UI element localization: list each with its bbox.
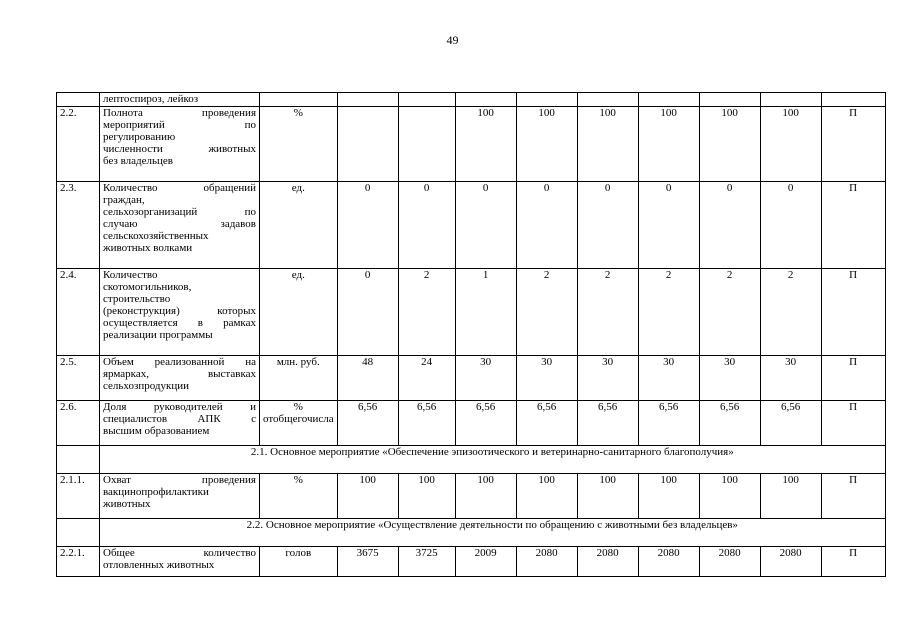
value-cell: 2 (760, 269, 821, 356)
unit-line: ед. (291, 269, 305, 281)
value-cell: 6,56 (337, 401, 398, 446)
row-number: 2.4. (57, 269, 100, 356)
indicator-name (100, 356, 260, 401)
empty-cell (638, 93, 699, 107)
indicator-name (100, 182, 260, 269)
empty-cell (455, 93, 516, 107)
row-number (57, 93, 100, 107)
unit-line: млн. руб. (276, 356, 320, 368)
value-cell: 48 (337, 356, 398, 401)
value-cell: 2 (638, 269, 699, 356)
indicator-name-line: регулированию (103, 131, 176, 143)
value-cell: 2080 (699, 547, 760, 577)
value-cell: 6,56 (638, 401, 699, 446)
value-cell: 6,56 (516, 401, 577, 446)
unit-line: общего (273, 413, 307, 425)
indicator-type: П (821, 356, 885, 401)
indicator-type: П (821, 474, 885, 519)
indicator-name-line: вакцинопрофилактики (103, 486, 209, 498)
value-cell: 6,56 (455, 401, 516, 446)
indicator-name (100, 547, 260, 577)
value-cell: 2080 (516, 547, 577, 577)
value-cell: 100 (760, 107, 821, 182)
table-row (57, 547, 886, 577)
section-heading: 2.2. Основное мероприятие «Осуществление деятельности по обращению с животными без владельцев» (100, 519, 886, 547)
value-cell: 3725 (398, 547, 455, 577)
value-cell: 6,56 (699, 401, 760, 446)
unit-line: % (293, 474, 303, 486)
value-cell: 2 (516, 269, 577, 356)
table-row (57, 107, 886, 182)
unit-of-measure (260, 182, 338, 269)
table-row (57, 269, 886, 356)
row-number: 2.3. (57, 182, 100, 269)
indicator-name-line: Количество (103, 269, 158, 281)
value-cell: 30 (699, 356, 760, 401)
value-cell: 6,56 (760, 401, 821, 446)
page-number: 49 (446, 33, 459, 47)
value-cell: 30 (455, 356, 516, 401)
value-cell: 30 (577, 356, 638, 401)
value-cell: 100 (577, 474, 638, 519)
value-cell: 6,56 (398, 401, 455, 446)
value-cell: 100 (699, 107, 760, 182)
row-number: 2.2. (57, 107, 100, 182)
value-cell: 100 (455, 107, 516, 182)
empty-cell (760, 93, 821, 107)
empty-cell (260, 93, 338, 107)
value-cell: 0 (337, 182, 398, 269)
indicator-type: П (821, 547, 885, 577)
row-number: 2.6. (57, 401, 100, 446)
indicator-name (100, 401, 260, 446)
unit-of-measure (260, 269, 338, 356)
value-cell: 0 (577, 182, 638, 269)
section-heading: 2.1. Основное мероприятие «Обеспечение эпизоотического и ветеринарно-санитарного благополучия» (100, 446, 886, 474)
value-cell: 30 (760, 356, 821, 401)
value-cell: 30 (638, 356, 699, 401)
value-cell (337, 107, 398, 182)
indicator-name-line: мероприятий по (103, 119, 256, 131)
value-cell: 100 (516, 107, 577, 182)
unit-line: % (293, 107, 303, 119)
empty-cell (699, 93, 760, 107)
indicator-name-line: Охват проведения (103, 474, 256, 486)
value-cell: 0 (699, 182, 760, 269)
row-number: 2.5. (57, 356, 100, 401)
value-cell: 0 (337, 269, 398, 356)
indicator-type: П (821, 182, 885, 269)
value-cell: 1 (455, 269, 516, 356)
value-cell: 24 (398, 356, 455, 401)
unit-of-measure (260, 474, 338, 519)
row-number (57, 446, 100, 474)
indicator-name (100, 107, 260, 182)
indicator-name-line: сельскохозяйственных (103, 230, 209, 242)
empty-cell (398, 93, 455, 107)
indicator-type: П (821, 107, 885, 182)
indicator-name-line: животных (103, 498, 151, 510)
indicator-name-line: ярмарках, выставках (103, 368, 256, 380)
indicator-name-line: сельхозорганизаций по (103, 206, 256, 218)
value-cell: 0 (516, 182, 577, 269)
empty-cell (516, 93, 577, 107)
value-cell: 100 (455, 474, 516, 519)
value-cell: 100 (398, 474, 455, 519)
indicator-name: лептоспироз, лейкоз (100, 93, 260, 107)
value-cell (398, 107, 455, 182)
unit-of-measure (260, 356, 338, 401)
value-cell: 30 (516, 356, 577, 401)
indicator-name-line: без владельцев (103, 155, 173, 167)
indicator-type: П (821, 269, 885, 356)
value-cell: 2 (699, 269, 760, 356)
table-row (57, 446, 886, 474)
indicator-name-line: строительство (103, 293, 171, 305)
unit-of-measure (260, 107, 338, 182)
indicator-name-line: граждан, (103, 194, 145, 206)
value-cell: 2009 (455, 547, 516, 577)
table-row (57, 474, 886, 519)
value-cell: 100 (638, 474, 699, 519)
table-row (57, 519, 886, 547)
unit-line: ед. (291, 182, 305, 194)
value-cell: 2 (577, 269, 638, 356)
indicator-name-line: отловленных животных (103, 559, 215, 571)
unit-of-measure (260, 547, 338, 577)
value-cell: 0 (398, 182, 455, 269)
unit-line: голов (285, 547, 312, 559)
indicator-name-line: высшим образованием (103, 425, 210, 437)
unit-line: % от (263, 401, 303, 425)
indicator-name-line: Полнота проведения (103, 107, 256, 119)
row-number: 2.2.1. (57, 547, 100, 577)
indicator-name-line: Общее количество (103, 547, 256, 559)
indicator-name-line: (реконструкция) которых (103, 305, 256, 317)
value-cell: 100 (577, 107, 638, 182)
value-cell: 100 (638, 107, 699, 182)
table-row (57, 401, 886, 446)
value-cell: 100 (699, 474, 760, 519)
indicator-name-line: Доля руководителей и (103, 401, 256, 413)
value-cell: 100 (760, 474, 821, 519)
value-cell: 100 (516, 474, 577, 519)
indicator-name (100, 269, 260, 356)
indicator-name-line: численности животных (103, 143, 256, 155)
table-row (57, 182, 886, 269)
indicator-name-line: скотомогильников, (103, 281, 192, 293)
value-cell: 0 (638, 182, 699, 269)
indicators-table (56, 92, 886, 577)
indicator-name-line: сельхозпродукции (103, 380, 190, 392)
table-row (57, 356, 886, 401)
value-cell: 0 (760, 182, 821, 269)
indicator-name-line: специалистов АПК с (103, 413, 256, 425)
indicator-type: П (821, 401, 885, 446)
empty-cell (337, 93, 398, 107)
value-cell: 3675 (337, 547, 398, 577)
value-cell: 100 (337, 474, 398, 519)
empty-cell (821, 93, 885, 107)
indicator-name (100, 474, 260, 519)
indicator-name-line: животных волками (103, 242, 193, 254)
table-row (57, 93, 886, 107)
value-cell: 2080 (638, 547, 699, 577)
value-cell: 6,56 (577, 401, 638, 446)
indicator-name-line: случаю задавов (103, 218, 256, 230)
unit-line: числа (306, 413, 334, 425)
indicator-name-line: Объем реализованной на (103, 356, 256, 368)
row-number (57, 519, 100, 547)
indicator-name-line: осуществляется в рамках (103, 317, 256, 329)
table-body (57, 93, 886, 577)
indicator-name-line: Количество обращений (103, 182, 256, 194)
indicator-name-line: реализации программы (103, 329, 213, 341)
unit-of-measure (260, 401, 338, 446)
value-cell: 2080 (577, 547, 638, 577)
value-cell: 0 (455, 182, 516, 269)
empty-cell (577, 93, 638, 107)
value-cell: 2080 (760, 547, 821, 577)
row-number: 2.1.1. (57, 474, 100, 519)
value-cell: 2 (398, 269, 455, 356)
